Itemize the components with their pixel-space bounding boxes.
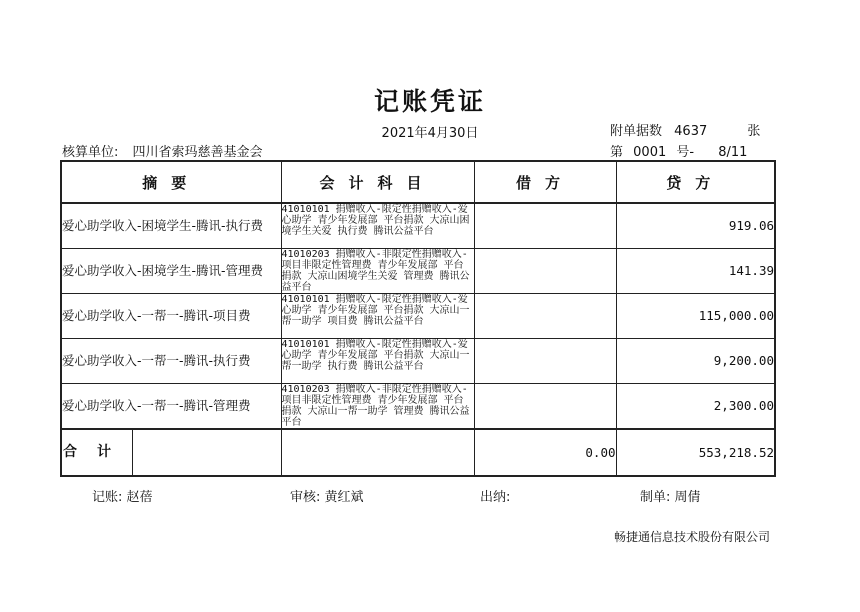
header-account: 会计科目: [281, 161, 474, 203]
row-debit: [474, 293, 616, 338]
row-account: 41010203 捐赠收入-非限定性捐赠收入-项目非限定性管理费 青少年发展部 平台捐款 大凉山困境学生关爱 管理费 腾讯公益平台: [281, 248, 474, 293]
cashier-signature: 出纳:: [480, 490, 511, 505]
preparer-signature: 制单: 周倩: [640, 490, 701, 505]
row-credit: 2,300.00: [616, 383, 775, 429]
software-company: 畅捷通信息技术股份有限公司: [613, 530, 770, 544]
row-account: 41010101 捐赠收入-限定性捐赠收入-爱心助学 青少年发展部 平台捐款 大凉山一帮一助学 项目费 腾讯公益平台: [281, 293, 474, 338]
row-account: 41010101 捐赠收入-限定性捐赠收入-爱心助学 青少年发展部 平台捐款 大凉山困境学生关爱 执行费 腾讯公益平台: [281, 203, 474, 248]
header-summary: 摘要: [61, 161, 281, 203]
table-row: [61, 383, 775, 429]
table-row: [61, 293, 775, 338]
reviewer-signature: 审核: 黄红斌: [290, 490, 364, 505]
accounting-unit: [62, 141, 263, 160]
bookkeeper-signature: 记账: 赵蓓: [92, 490, 153, 505]
row-account: 41010203 捐赠收入-非限定性捐赠收入-项目非限定性管理费 青少年发展部 平台捐款 大凉山一帮一助学 管理费 腾讯公益平台: [281, 383, 474, 429]
voucher-no-suffix: 号-: [676, 145, 695, 160]
total-row: [61, 429, 775, 476]
total-empty: [281, 429, 474, 476]
row-summary: 爱心助学收入-一帮一-腾讯-项目费: [61, 293, 281, 338]
voucher-number: [610, 141, 753, 160]
voucher-no-prefix: 第: [610, 145, 624, 160]
voucher-table: [60, 160, 776, 477]
voucher-title: 记账凭证: [373, 87, 486, 116]
voucher-date: 2021年4月30日: [381, 126, 479, 141]
row-summary: 爱心助学收入-一帮一-腾讯-执行费: [61, 338, 281, 383]
attachment-label: 附单据数: [610, 124, 663, 139]
table-row: [61, 338, 775, 383]
attachment-count: [610, 120, 768, 139]
attachment-number: 4637: [674, 124, 708, 139]
total-debit: 0.00: [474, 429, 616, 476]
total-label: [61, 429, 281, 476]
row-debit: [474, 248, 616, 293]
row-summary: 爱心助学收入-困境学生-腾讯-管理费: [61, 248, 281, 293]
table-header-row: [61, 161, 775, 203]
accounting-unit-value: 四川省索玛慈善基金会: [132, 145, 263, 160]
row-summary: 爱心助学收入-一帮一-腾讯-管理费: [61, 383, 281, 429]
accounting-unit-label: 核算单位:: [62, 145, 119, 160]
row-debit: [474, 338, 616, 383]
voucher-no-number: 0001: [633, 145, 667, 160]
header-credit: 贷方: [616, 161, 775, 203]
row-credit: 115,000.00: [616, 293, 775, 338]
voucher-no-page: 8/11: [718, 145, 748, 160]
attachment-unit: 张: [747, 124, 761, 139]
total-label-text: 合计: [62, 430, 133, 475]
table-row: [61, 248, 775, 293]
table-row: [61, 203, 775, 248]
row-debit: [474, 383, 616, 429]
total-credit: 553,218.52: [616, 429, 775, 476]
row-account: 41010101 捐赠收入-限定性捐赠收入-爱心助学 青少年发展部 平台捐款 大凉山一帮一助学 执行费 腾讯公益平台: [281, 338, 474, 383]
row-debit: [474, 203, 616, 248]
header-debit: 借方: [474, 161, 616, 203]
row-credit: 919.06: [616, 203, 775, 248]
row-summary: 爱心助学收入-困境学生-腾讯-执行费: [61, 203, 281, 248]
row-credit: 9,200.00: [616, 338, 775, 383]
row-credit: 141.39: [616, 248, 775, 293]
